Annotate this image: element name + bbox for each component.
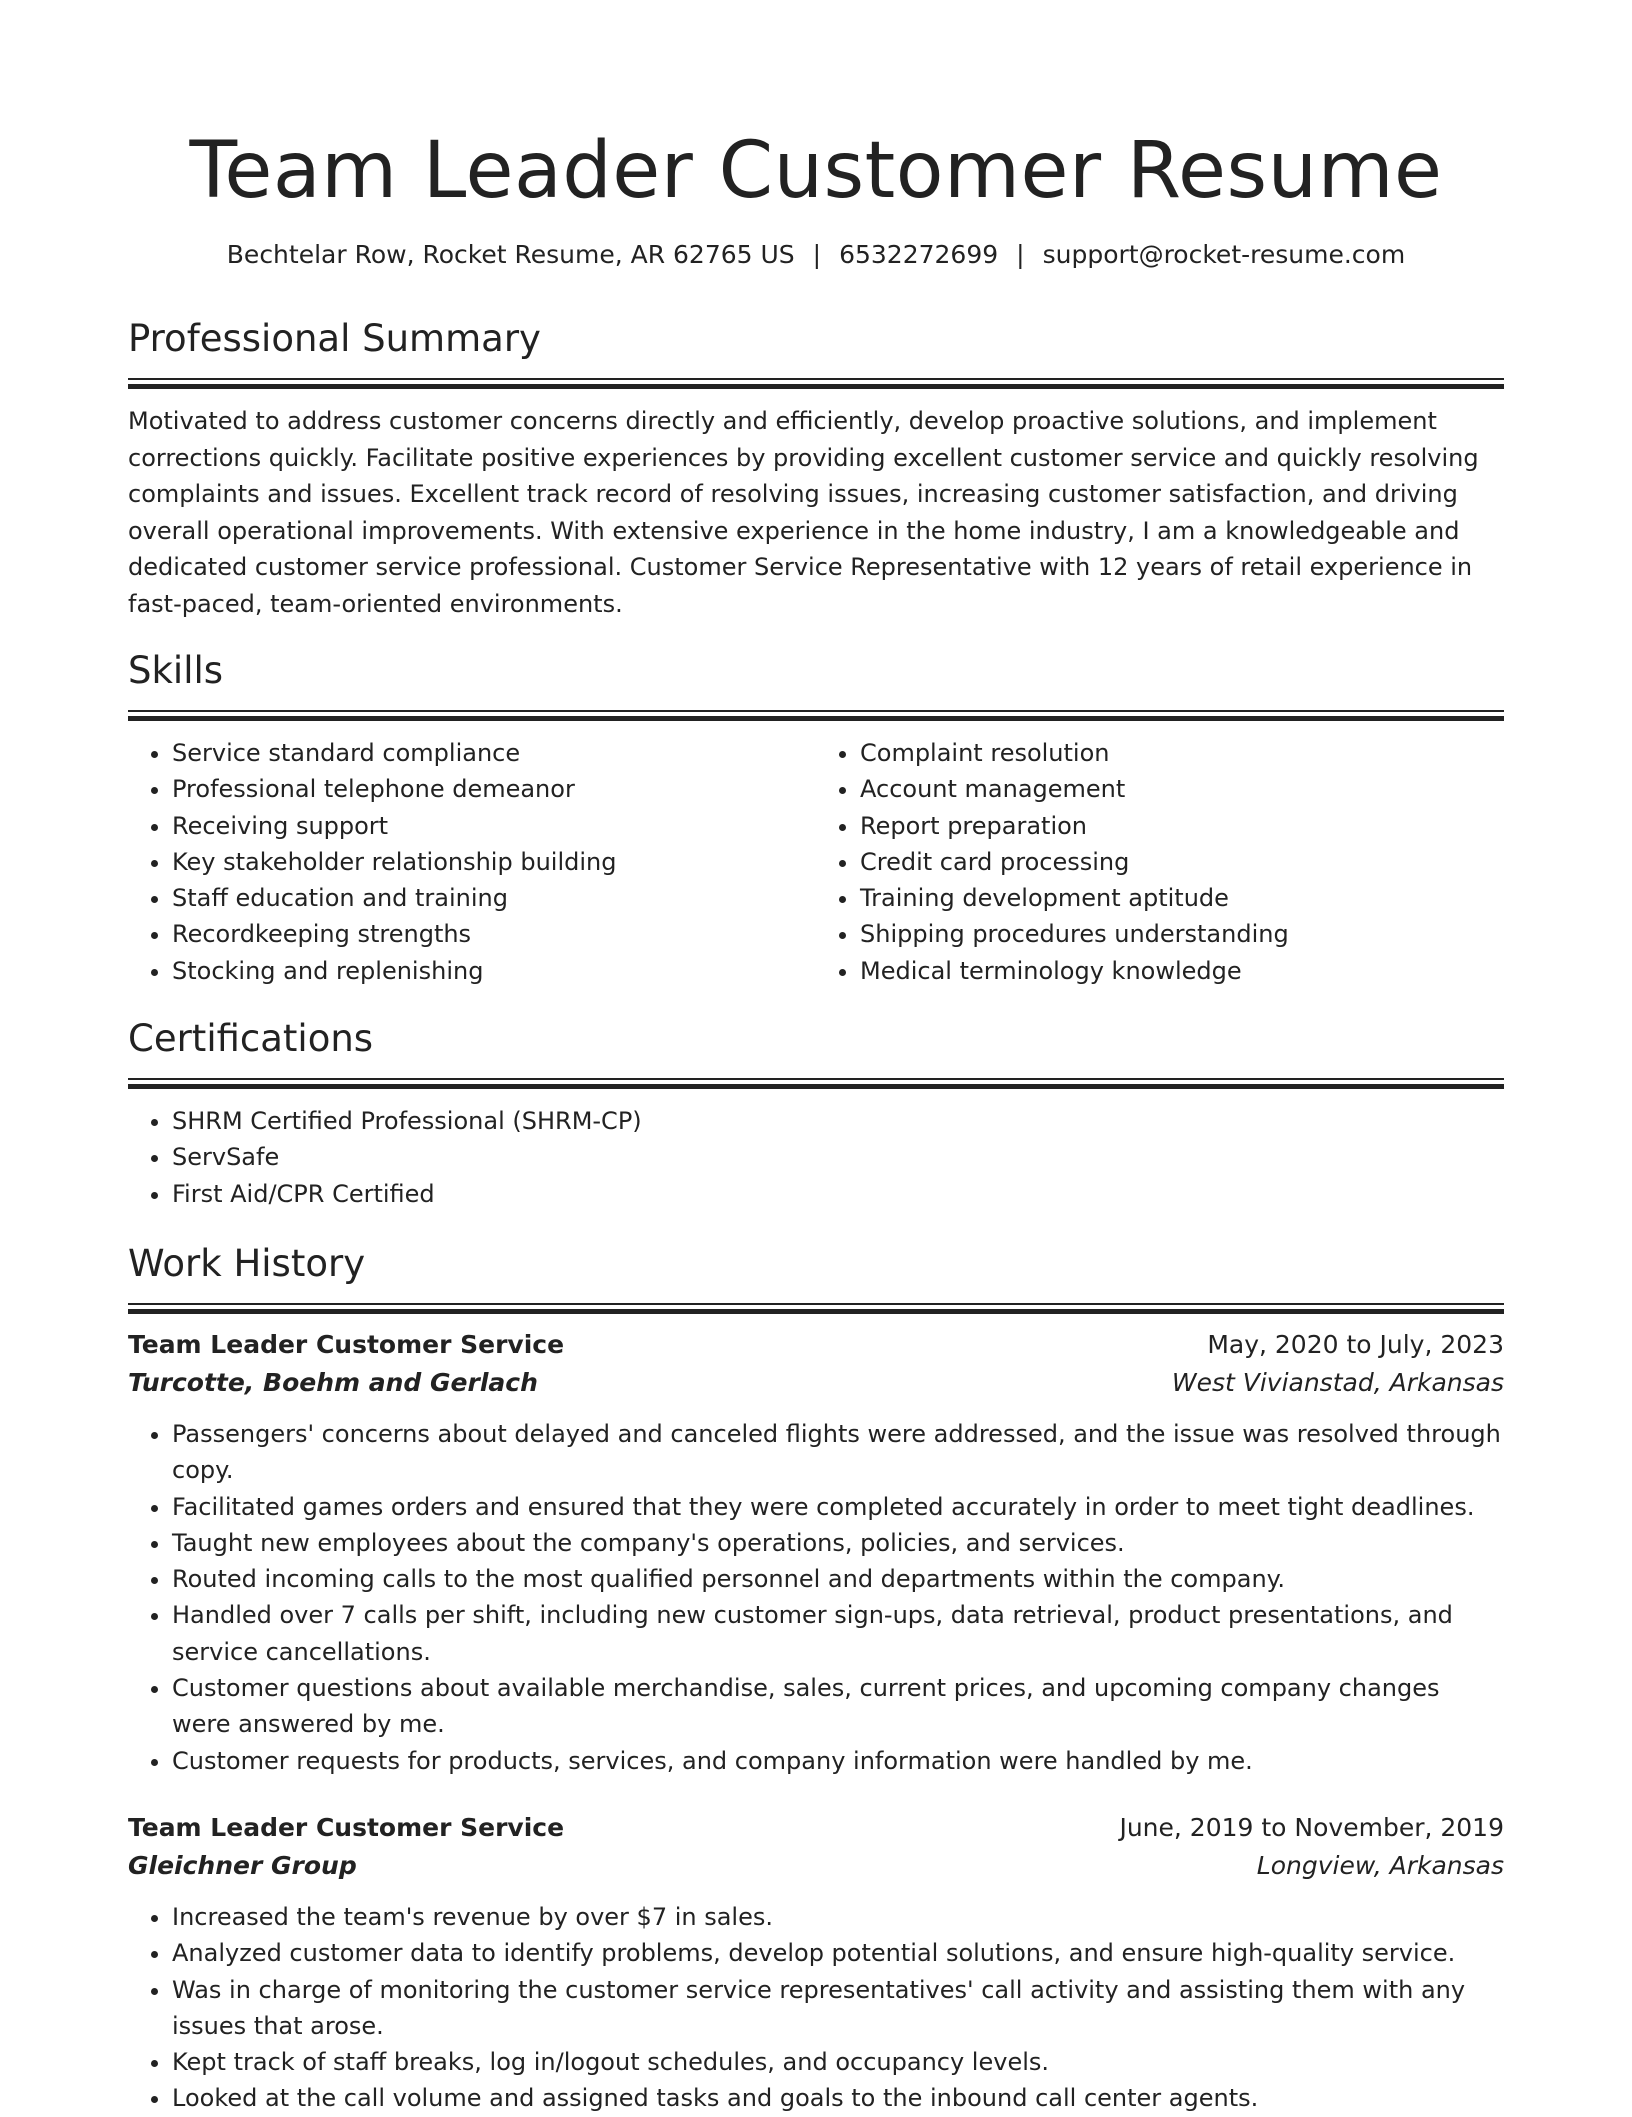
list-item: • Kept track of staff breaks, log in/logout schedules, and occupancy levels.: [172, 2044, 1504, 2080]
list-item: • Medical terminology knowledge: [860, 953, 1504, 989]
certifications-list: [128, 1103, 1504, 1212]
skills-columns: [128, 735, 1504, 989]
section-title-work-history: Work History: [128, 1242, 366, 1285]
job-title: Team Leader Customer Service: [128, 1812, 565, 1842]
list-item: • Analyzed customer data to identify problems, develop potential solutions, and ensure high-quality service.: [172, 1935, 1504, 1971]
section-divider: [128, 1078, 1504, 1089]
job-company: Turcotte, Boehm and Gerlach: [128, 1368, 538, 1397]
job-bullets: [128, 1416, 1504, 1779]
list-item: • Taught new employees about the company's operations, policies, and services.: [172, 1525, 1504, 1561]
section-title-certifications: Certifications: [128, 1017, 374, 1060]
list-item: • Handled over 7 calls per shift, including new customer sign-ups, data retrieval, product presentations, and service cancellations.: [172, 1597, 1504, 1670]
contact-separator: |: [812, 240, 822, 269]
skills-list-right: [816, 735, 1504, 989]
list-item: • Customer requests for products, services, and company information were handled by me.: [172, 1743, 1504, 1779]
job-company: Gleichner Group: [128, 1850, 357, 1880]
job-title: Team Leader Customer Service: [128, 1330, 565, 1359]
job-location: Longview, Arkansas: [1256, 1850, 1504, 1880]
email: support@rocket-resume.com: [1042, 240, 1406, 269]
list-item: • Increased the team's revenue by over $7 in sales.: [172, 1899, 1504, 1935]
job-bullets: [128, 1899, 1504, 2117]
summary-text: Motivated to address customer concerns directly and efficiently, develop proactive solutions, and implement corrections quickly. Facilitate positive experiences by providing excellent customer service and quickly resolving complaints and issues. Excellent track record of resolving issues, increasing customer satisfaction, and driving overall operational improvements. With extensive experience in the home industry, I am a knowledgeable and dedicated customer service professional. Customer Service Representative with 12 years of retail experience in fast-paced, team-oriented environments.: [128, 407, 1479, 618]
list-item: • Service standard compliance: [172, 735, 816, 771]
list-item: • Credit card processing: [860, 844, 1504, 880]
list-item: • Facilitated games orders and ensured that they were completed accurately in order to meet tight deadlines.: [172, 1489, 1504, 1525]
list-item: • Professional telephone demeanor: [172, 771, 816, 807]
job-subheader-row: [128, 1847, 1504, 1885]
summary-section: [128, 316, 1504, 622]
work-history-section: [128, 1241, 1504, 2117]
section-divider: [128, 378, 1504, 389]
list-item: • Training development aptitude: [860, 880, 1504, 916]
resume-page: [128, 0, 1504, 2113]
address: Bechtelar Row, Rocket Resume, AR 62765 US: [226, 240, 795, 269]
job-dates: June, 2019 to November, 2019: [1119, 1812, 1504, 1842]
job-subheader-row: [128, 1364, 1504, 1402]
list-item: • ServSafe: [172, 1139, 1504, 1175]
list-item: • Account management: [860, 771, 1504, 807]
job-entry: [128, 1809, 1504, 2117]
contact-line: [128, 238, 1504, 272]
list-item: • Customer questions about available merchandise, sales, current prices, and upcoming company changes were answered by me.: [172, 1670, 1504, 1743]
job-header-row: [128, 1809, 1504, 1847]
list-item: • Stocking and replenishing: [172, 953, 816, 989]
list-item: • Recordkeeping strengths: [172, 916, 816, 952]
section-title-skills: Skills: [128, 649, 224, 692]
job-dates: May, 2020 to July, 2023: [1207, 1330, 1504, 1359]
list-item: • SHRM Certified Professional (SHRM-CP): [172, 1103, 1504, 1139]
skills-list-left: [128, 735, 816, 989]
list-item: • Receiving support: [172, 808, 816, 844]
list-item: • Shipping procedures understanding: [860, 916, 1504, 952]
job-entry: [128, 1326, 1504, 1779]
list-item: • Complaint resolution: [860, 735, 1504, 771]
section-title-summary: Professional Summary: [128, 317, 541, 360]
contact-separator: |: [1016, 240, 1025, 269]
list-item: • Report preparation: [860, 808, 1504, 844]
section-divider: [128, 710, 1504, 721]
skills-section: [128, 648, 1504, 989]
section-divider: [128, 1303, 1504, 1314]
list-item: • Looked at the call volume and assigned tasks and goals to the inbound call center agents.: [172, 2080, 1504, 2116]
list-item: • First Aid/CPR Certified: [172, 1176, 1504, 1212]
list-item: • Routed incoming calls to the most qualified personnel and departments within the company.: [172, 1561, 1504, 1597]
resume-title: Team Leader Customer Resume: [189, 126, 1443, 216]
list-item: • Staff education and training: [172, 880, 816, 916]
job-location: West Vivianstad, Arkansas: [1171, 1368, 1504, 1397]
list-item: • Key stakeholder relationship building: [172, 844, 816, 880]
list-item: • Passengers' concerns about delayed and canceled flights were addressed, and the issue was resolved through copy.: [172, 1416, 1504, 1489]
job-header-row: [128, 1326, 1504, 1364]
certifications-section: [128, 1016, 1504, 1212]
list-item: • Was in charge of monitoring the customer service representatives' call activity and assisting them with any issues that arose.: [172, 1972, 1504, 2045]
phone: 6532272699: [839, 240, 999, 269]
